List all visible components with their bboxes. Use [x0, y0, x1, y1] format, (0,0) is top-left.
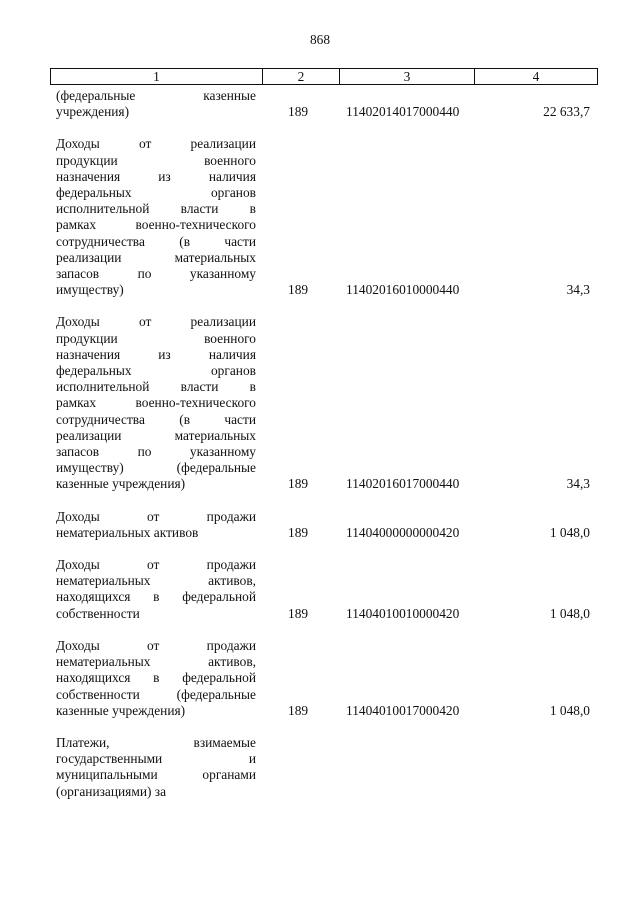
budget-classification-code: 11402014017000440 [346, 104, 460, 120]
description-line: нематериальных активов, [56, 573, 256, 589]
description-line: федеральных органов [56, 185, 256, 201]
amount: 34,3 [566, 476, 590, 492]
description-line: учреждения) [56, 104, 130, 120]
description-line: казенные учреждения) [56, 702, 186, 718]
description-line: запасов по указанному [56, 444, 256, 460]
table-row [56, 509, 596, 541]
description-line: рамках военно-технического [56, 217, 256, 233]
amount: 22 633,7 [543, 104, 590, 120]
description-line: Доходы от реализации [56, 136, 256, 152]
description-line: продукции военного [56, 330, 256, 346]
page-number: 868 [309, 32, 331, 47]
description-line: собственности [56, 605, 140, 621]
description-line: Доходы от реализации [56, 314, 256, 330]
description-line: сотрудничества (в части [56, 233, 256, 249]
table-row [56, 136, 596, 298]
row-description [56, 88, 256, 120]
admin-code: 189 [288, 702, 309, 718]
description-line: исполнительной власти в [56, 201, 256, 217]
description-line: назначения из наличия [56, 346, 256, 362]
row-description [56, 638, 256, 719]
admin-code: 189 [288, 524, 309, 540]
header-col-3: 3 [340, 69, 475, 84]
description-line: (федеральные казенные [56, 88, 256, 103]
description-line: исполнительной власти в [56, 379, 256, 395]
description-line: реализации материальных [56, 427, 256, 443]
description-line: имуществу) [56, 282, 124, 298]
admin-code: 189 [288, 104, 309, 120]
description-line: Доходы от продажи [56, 508, 256, 524]
description-line: (организациями) за [56, 783, 167, 799]
budget-classification-code: 11404010017000420 [346, 702, 460, 718]
budget-classification-code: 11404000000000420 [346, 524, 460, 540]
table-row [56, 314, 596, 492]
description-line: запасов по указанному [56, 266, 256, 282]
description-line: сотрудничества (в части [56, 411, 256, 427]
description-line: Платежи, взимаемые [56, 734, 256, 750]
table-body [56, 88, 596, 816]
amount: 1 048,0 [549, 605, 590, 621]
description-line: казенные учреждения) [56, 476, 186, 492]
table-row [56, 88, 596, 120]
description-line: муниципальными органами [56, 767, 256, 783]
header-col-2: 2 [263, 69, 340, 84]
admin-code: 189 [288, 282, 309, 298]
header-col-4: 4 [532, 69, 540, 84]
row-description [56, 314, 256, 492]
description-line: находящихся в федеральной [56, 670, 256, 686]
header-col-1: 1 [51, 69, 263, 84]
description-line: федеральных органов [56, 363, 256, 379]
description-line: государственными и [56, 751, 256, 767]
row-description [56, 557, 256, 622]
row-description [56, 509, 256, 541]
budget-classification-code: 11402016017000440 [346, 476, 460, 492]
description-line: нематериальных активов, [56, 654, 256, 670]
description-line: реализации материальных [56, 249, 256, 265]
budget-classification-code: 11402016010000440 [346, 282, 460, 298]
table-row [56, 557, 596, 622]
admin-code: 189 [288, 476, 309, 492]
row-description [56, 136, 256, 298]
table-row [56, 638, 596, 719]
row-description [56, 735, 256, 800]
description-line: нематериальных активов [56, 524, 199, 540]
admin-code: 189 [288, 605, 309, 621]
amount: 1 048,0 [549, 524, 590, 540]
description-line: собственности (федеральные [56, 686, 256, 702]
table-header [50, 68, 598, 85]
description-line: назначения из наличия [56, 168, 256, 184]
amount: 34,3 [566, 282, 590, 298]
description-line: рамках военно-технического [56, 395, 256, 411]
description-line: имуществу) (федеральные [56, 460, 256, 476]
table-row [56, 735, 596, 800]
description-line: Доходы от продажи [56, 637, 256, 653]
amount: 1 048,0 [549, 702, 590, 718]
description-line: продукции военного [56, 152, 256, 168]
description-line: находящихся в федеральной [56, 589, 256, 605]
description-line: Доходы от продажи [56, 557, 256, 573]
budget-classification-code: 11404010010000420 [346, 605, 460, 621]
